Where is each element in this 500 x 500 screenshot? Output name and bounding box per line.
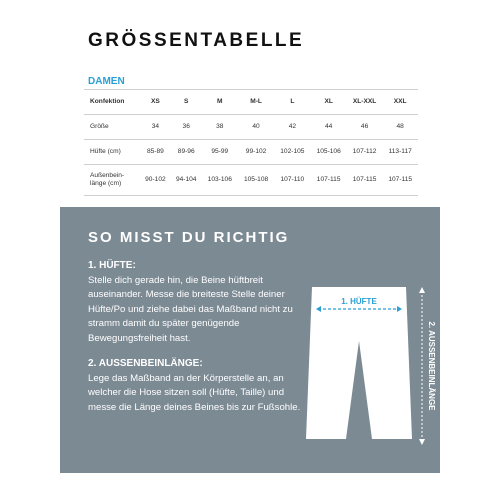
table-cell: XL <box>311 90 347 115</box>
leg-diagram-label: 2. AUSSENBEINLÄNGE <box>427 321 436 411</box>
panel-title: SO MISST DU RICHTIG <box>88 229 290 246</box>
shorts-diagram <box>296 279 436 454</box>
table-cell: 107-115 <box>347 165 383 196</box>
hip-text: Stelle dich gerade hin, die Beine hüftbreit auseinander. Messe die breiteste Stelle deiner Hüfte/Po und ziehe dabei das Maßband nicht zu stramm damit du später genügende Bewegungsfreiheit hast. <box>88 274 293 344</box>
leg-text: Lege das Maßband an der Körperstelle an, an welcher die Hose sitzen soll (Hüfte, Taille) und messe die Länge deines Beines bis zur Fußsohle. <box>88 372 301 413</box>
table-cell: 38 <box>202 115 238 140</box>
row-header: Größe <box>84 115 140 140</box>
table-cell: M-L <box>238 90 274 115</box>
table-cell: 107-115 <box>311 165 347 196</box>
table-cell: M <box>202 90 238 115</box>
table-cell: 40 <box>238 115 274 140</box>
row-header: Außenbein-länge (cm) <box>84 165 140 196</box>
table-cell: 48 <box>382 115 418 140</box>
section-label-damen: DAMEN <box>88 76 125 87</box>
table-cell: 105-108 <box>238 165 274 196</box>
table-cell: 94-104 <box>171 165 202 196</box>
table-cell: XS <box>140 90 171 115</box>
table-cell: S <box>171 90 202 115</box>
table-cell: 95-99 <box>202 140 238 165</box>
hip-instructions <box>88 259 313 346</box>
table-cell: 36 <box>171 115 202 140</box>
table-cell: XL-XXL <box>347 90 383 115</box>
table-cell: 85-89 <box>140 140 171 165</box>
table-cell: 107-110 <box>274 165 310 196</box>
table-cell: 105-106 <box>311 140 347 165</box>
shorts-icon <box>306 287 412 439</box>
page-title: GRÖSSENTABELLE <box>88 30 305 51</box>
table-row <box>84 90 418 115</box>
hip-diagram-label: 1. HÜFTE <box>341 297 377 306</box>
row-header: Hüfte (cm) <box>84 140 140 165</box>
table-cell: 34 <box>140 115 171 140</box>
table-row <box>84 165 418 196</box>
table-row <box>84 140 418 165</box>
arrow-down-icon <box>419 439 425 445</box>
table-cell: 89-96 <box>171 140 202 165</box>
arrow-up-icon <box>419 287 425 293</box>
table-row <box>84 115 418 140</box>
measure-panel <box>60 207 440 473</box>
table-cell: 90-102 <box>140 165 171 196</box>
leg-instructions <box>88 357 313 415</box>
row-header: Konfektion <box>84 90 140 115</box>
table-cell: 46 <box>347 115 383 140</box>
hip-heading: 1. HÜFTE: <box>88 260 136 271</box>
table-cell: 107-115 <box>382 165 418 196</box>
table-cell: L <box>274 90 310 115</box>
table-cell: 103-106 <box>202 165 238 196</box>
table-cell: 113-117 <box>382 140 418 165</box>
table-cell: 99-102 <box>238 140 274 165</box>
table-cell: 44 <box>311 115 347 140</box>
table-cell: XXL <box>382 90 418 115</box>
table-cell: 42 <box>274 115 310 140</box>
table-cell: 107-112 <box>347 140 383 165</box>
leg-heading: 2. AUSSENBEINLÄNGE: <box>88 358 203 369</box>
table-cell: 102-105 <box>274 140 310 165</box>
size-table <box>84 89 418 196</box>
